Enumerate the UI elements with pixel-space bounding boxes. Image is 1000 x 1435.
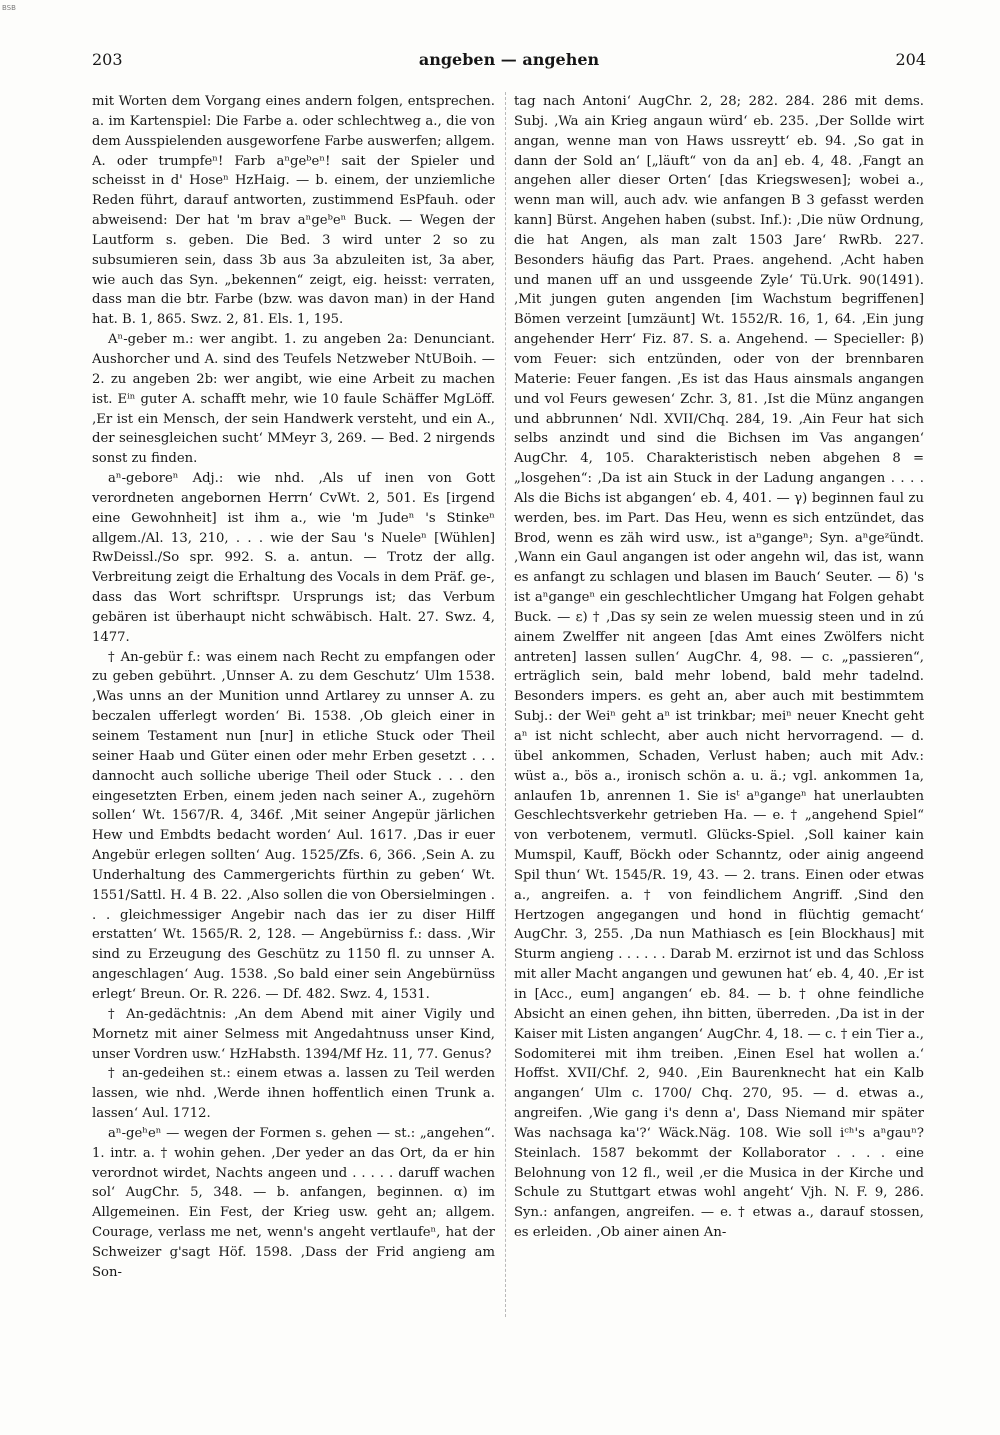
dictionary-entry: Aⁿ-geber m.: wer angibt. 1. zu angeben 2a: Denunciant. Aushorcher und A. sind des Teufels Netzweber NtUBoih. — 2. zu angeben 2b: wer angibt, wie eine Arbeit zu machen ist. Eⁱⁿ guter A. schafft mehr, wie 10 faule Schäffer MgLöff. ‚Er ist ein Mensch, der sein Handwerk versteht, und ein A., der seinesgleichen sucht‘ MMeyr 3, 269. — Bed. 2 nirgends sonst zu finden. xyxy=(92,332,495,467)
continuation-paragraph: mit Worten dem Vorgang eines andern folgen, entsprechen. a. im Kartenspiel: Die Farbe a. oder schlechtweg a., die von dem Ausspielenden ausgeworfene Farbe auswerfen; allgem. A. oder trumpfeⁿ! Farb aⁿgeᵇeⁿ! sait der Spieler und scheisst in d' Hoseⁿ HzHaig. — b. einem, der unziemliche Reden führt, darauf antworten, zustimmend EsPfauh. oder abweisend: Der hat 'm brav aⁿgeᵇeⁿ Buck. — Wegen der Lautform s. geben. Die Bed. 3 wird unter 2 so zu subsumieren sein, dass 3b aus 3a abzuleiten ist, 3a aber, wie auch das Syn. „bekennen“ zeigt, eig. heisst: verraten, dass man die btr. Farbe (bzw. was davon man) in der Hand hat. B. 1, 865. Swz. 2, 81. Els. 1, 195. xyxy=(92,94,495,328)
dictionary-entry: † An-gebür f.: was einem nach Recht zu empfangen oder zu geben gebührt. ‚Unnser A. zu dem Geschutz‘ Ulm 1538. ‚Was unns an der Munition unnd Artlarey zu unnser A. zu beczalen ufferlegt worden‘ Bi. 1538. ‚Ob gleich einer in seinem Testament nun [nur] in etliche Stuck oder Theil seiner Haab und Güter einen oder mehr Erben gesetzt . . . dannocht auch solliche uberige Theil oder Stuck . . . den eingesetzten Erben, einem jeden nach seiner A., zugehörn sollen‘ Wt. 1567/R. 4, 346f. ‚Mit seiner Angepür järlichen Hew und Embdts bedacht worden‘ Aul. 1617. ‚Das ir euer Angebür erlegen sollten‘ Aug. 1525/Zfs. 6, 366. ‚Sein A. zu Underhaltung des Cammergerichts fürthin zu geben‘ Wt. 1551/Sattl. H. 4 B. 22. ‚Also sollen die von Obersielmingen . . . gleichmessiger Angebir nach das ier zu diser Hilff erstatten‘ Wt. 1565/R. 2, 128. — Angebürniss f.: dass. ‚Wir sind zu Erzeugung des Geschütz zu 1150 fl. zu unnser A. angeschlagen‘ Aug. 1538. ‚So bald einer sein Angebürnüss erlegt‘ Breun. Or. R. 226. — Df. 482. Swz. 4, 1531. xyxy=(92,649,495,1002)
column-divider xyxy=(505,92,506,1317)
page-number-right: 204 xyxy=(895,50,926,69)
running-title: angeben — angehen xyxy=(418,50,600,69)
continuation-paragraph: tag nach Antoni‘ AugChr. 2, 28; 282. 284. 286 mit dems. Subj. ‚Wa ain Krieg angaun würd‘ eb. 235. ‚Der Sollde wirt angan, wenne man von Haws ussreytt‘ eb. 94. ‚So gat in dann der Sold an‘ [„läuft“ von da an] eb. 4, 48. ‚Fangt an angehen aller dieser Orten‘ [das Kriegswesen]; wobei a., wenn man will, auch adv. wie anfangen B 3 gefasst werden kann] Bürst. Angehen haben (subst. Inf.): ‚Die nüw Ordnung, die hat Angen, als man zalt 1503 Jare‘ RwRb. 227. Besonders häufig das Part. Praes. angehend. ‚Acht haben und manen uff an und ussgeende Zyle‘ Tü.Urk. 90(1491). ‚Mit jungen guten angenden [im Wachstum begriffenen] Bömen verzeint [umzäunt] Wt. 1552/R. 16, 1, 64. ‚Ein jung angehender Herr‘ Fiz. 87. S. a. Angehend. — Specieller: β) vom Feuer: sich entzünden, oder von der brennbaren Materie: Feuer fangen. ‚Es ist das Haus ainsmals angangen und vol Feurs gewesen‘ Zchr. 3, 81. ‚Ist die Münz angangen und abbrunnen‘ Ndl. XVII/Chq. 284, 19. ‚Ain Feur hat sich selbs anzindt und sind die Bichsen im Vas angangen‘ AugChr. 4, 105. Charakteristisch neben abgehen 8 = „losgehen“: ‚Da ist ain Stuck in der Ladung angangen . . . . Als die Bichs ist abgangen‘ eb. 4, 401. — γ) beginnen faul zu werden, bes. im Part. Das Heu, wenn es sich entzündet, das Brod, wenn es zäh wird usw., ist aⁿgangeⁿ; Syn. aⁿgeᶻündt. ‚Wann ein Gaul angangen ist oder angehn wil, das ist, wann es anfangt zu schlagen und blasen im Bauch‘ Seuter. — δ) 's ist aⁿgangeⁿ ein geschlechtlicher Umgang hat Folgen gehabt Buck. — ε) † ‚Das sy sein ze welen muessig steen und in zú ainem Zwelffer nit angeen [das Amt eines Zwölfers nicht antreten] lassen sullen‘ AugChr. 4, 98. — c. „passieren“, erträglich sein, bald mehr lobend, bald mehr tadelnd. Besonders impers. es geht an, aber auch mit bestimmtem Subj.: der Weiⁿ geht aⁿ ist trinkbar; meiⁿ neuer Knecht geht aⁿ ist nicht schlecht, aber auch nicht hervorragend. — d. übel ankommen, Schaden, Verlust haben; auch mit Adv.: wüst a., bös a., ironisch schön a. u. ä.; vgl. ankommen 1a, anlaufen 1b, anrennen 1. Sie isᵗ aⁿgangeⁿ hat unerlaubten Geschlechtsverkehr getrieben Ha. — e. † „angehend Spiel“ von verbotenem, vermutl. Glücks-Spiel. ‚Soll kainer kain Mumspil, Kauff, Böckh oder Schanntz, oder ainig angeend Spil thun‘ Wt. 1545/R. 19, 43. — 2. trans. Einen oder etwas a., angreifen. a. † von feindlichem Angriff. ‚Sind den Hertzogen angegangen und hond in flüchtig gemacht‘ AugChr. 3, 255. ‚Da nun Mathiasch es [ein Blockhaus] mit Sturm angieng . . . . . . Darab M. erzirnot ist und das Schloss mit aller Macht angangen und gewunen hat‘ eb. 4, 40. ‚Er ist in [Acc., eum] angangen‘ eb. 84. — b. † ohne feindliche Absicht an einen gehen, ihn bitten, überreden. ‚Da ist in der Kaiser mit Listen angangen‘ AugChr. 4, 18. — c. † ein Tier a., Sodomiterei mit ihm treiben. ‚Einen Esel hat wollen a.‘ Hoffst. XVII/Chf. 2, 940. ‚Ein Baurenknecht hat ein Kalb angangen‘ Ulm c. 1700/ Chq. 270, 95. — d. etwas a., angreifen. ‚Wie gang i's denn a', Dass Niemand mir später Was nachsaga ka'?‘ Wäck.Näg. 108. Wie soll iᶜʰ's aⁿgauⁿ? Steinlach. 1587 bekommt der Kollaborator . . . . eine Belohnung von 12 fl., weil ‚er die Musica in der Kirche und Schule zu Stuttgart etwas wohl angeht‘ Vjh. N. F. 9, 286. Syn.: anfangen, angreifen. — e. † etwas a., darauf stossen, es erleiden. ‚Ob ainer ainen An- xyxy=(514,94,924,1241)
right-column xyxy=(514,92,924,1412)
left-column xyxy=(92,92,495,1412)
dictionary-entry: † an-gedeihen st.: einem etwas a. lassen zu Teil werden lassen, wie nhd. ‚Werde ihnen hoffentlich einen Trunk a. lassen‘ Aul. 1712. xyxy=(92,1066,495,1122)
page-header xyxy=(92,50,926,70)
dictionary-entry: aⁿ-geʰeⁿ — wegen der Formen s. gehen — st.: „angehen“. 1. intr. a. † wohin gehen. ‚Der yeder an das Ort, da er hin verordnot wirdet, Nachts angeen und . . . . . daruff wachen sol‘ AugChr. 5, 348. — b. anfangen, beginnen. α) im Allgemeinen. Ein Fest, der Krieg usw. geht an; allgem. Courage, verlass me net, wenn's angeht vertlaufeⁿ, hat der Schweizer g'sagt Höf. 1598. ‚Dass der Frid angieng am Son- xyxy=(92,1125,495,1280)
page-number-left: 203 xyxy=(92,50,123,69)
dictionary-entry: aⁿ-geboreⁿ Adj.: wie nhd. ‚Als uf inen von Gott verordneten angebornen Herrn‘ CvWt. 2, 501. Es [irgend eine Gewohnheit] ist ihm a., wie 'm Judeⁿ 's Stinkeⁿ allgem./Al. 13, 210, . . . wie der Sau 's Nueleⁿ [Wühlen] RwDeissl./So spr. 992. S. a. antun. — Trotz der allg. Verbreitung zeigt die Erhaltung des Vocals in dem Präf. ge-, dass das Wort schriftspr. Ursprungs ist; das Verbum gebären ist überhaupt nicht schwäbisch. Halt. 27. Swz. 4, 1477. xyxy=(92,471,495,645)
dictionary-entry: † An-gedächtnis: ‚An dem Abend mit ainer Vigily und Mornetz mit ainer Selmess mit Angedahtnuss unser Kind, unser Vordren usw.‘ HzHabsth. 1394/Mf Hz. 11, 77. Genus? xyxy=(92,1006,495,1062)
library-stamp: BSB xyxy=(2,4,16,12)
